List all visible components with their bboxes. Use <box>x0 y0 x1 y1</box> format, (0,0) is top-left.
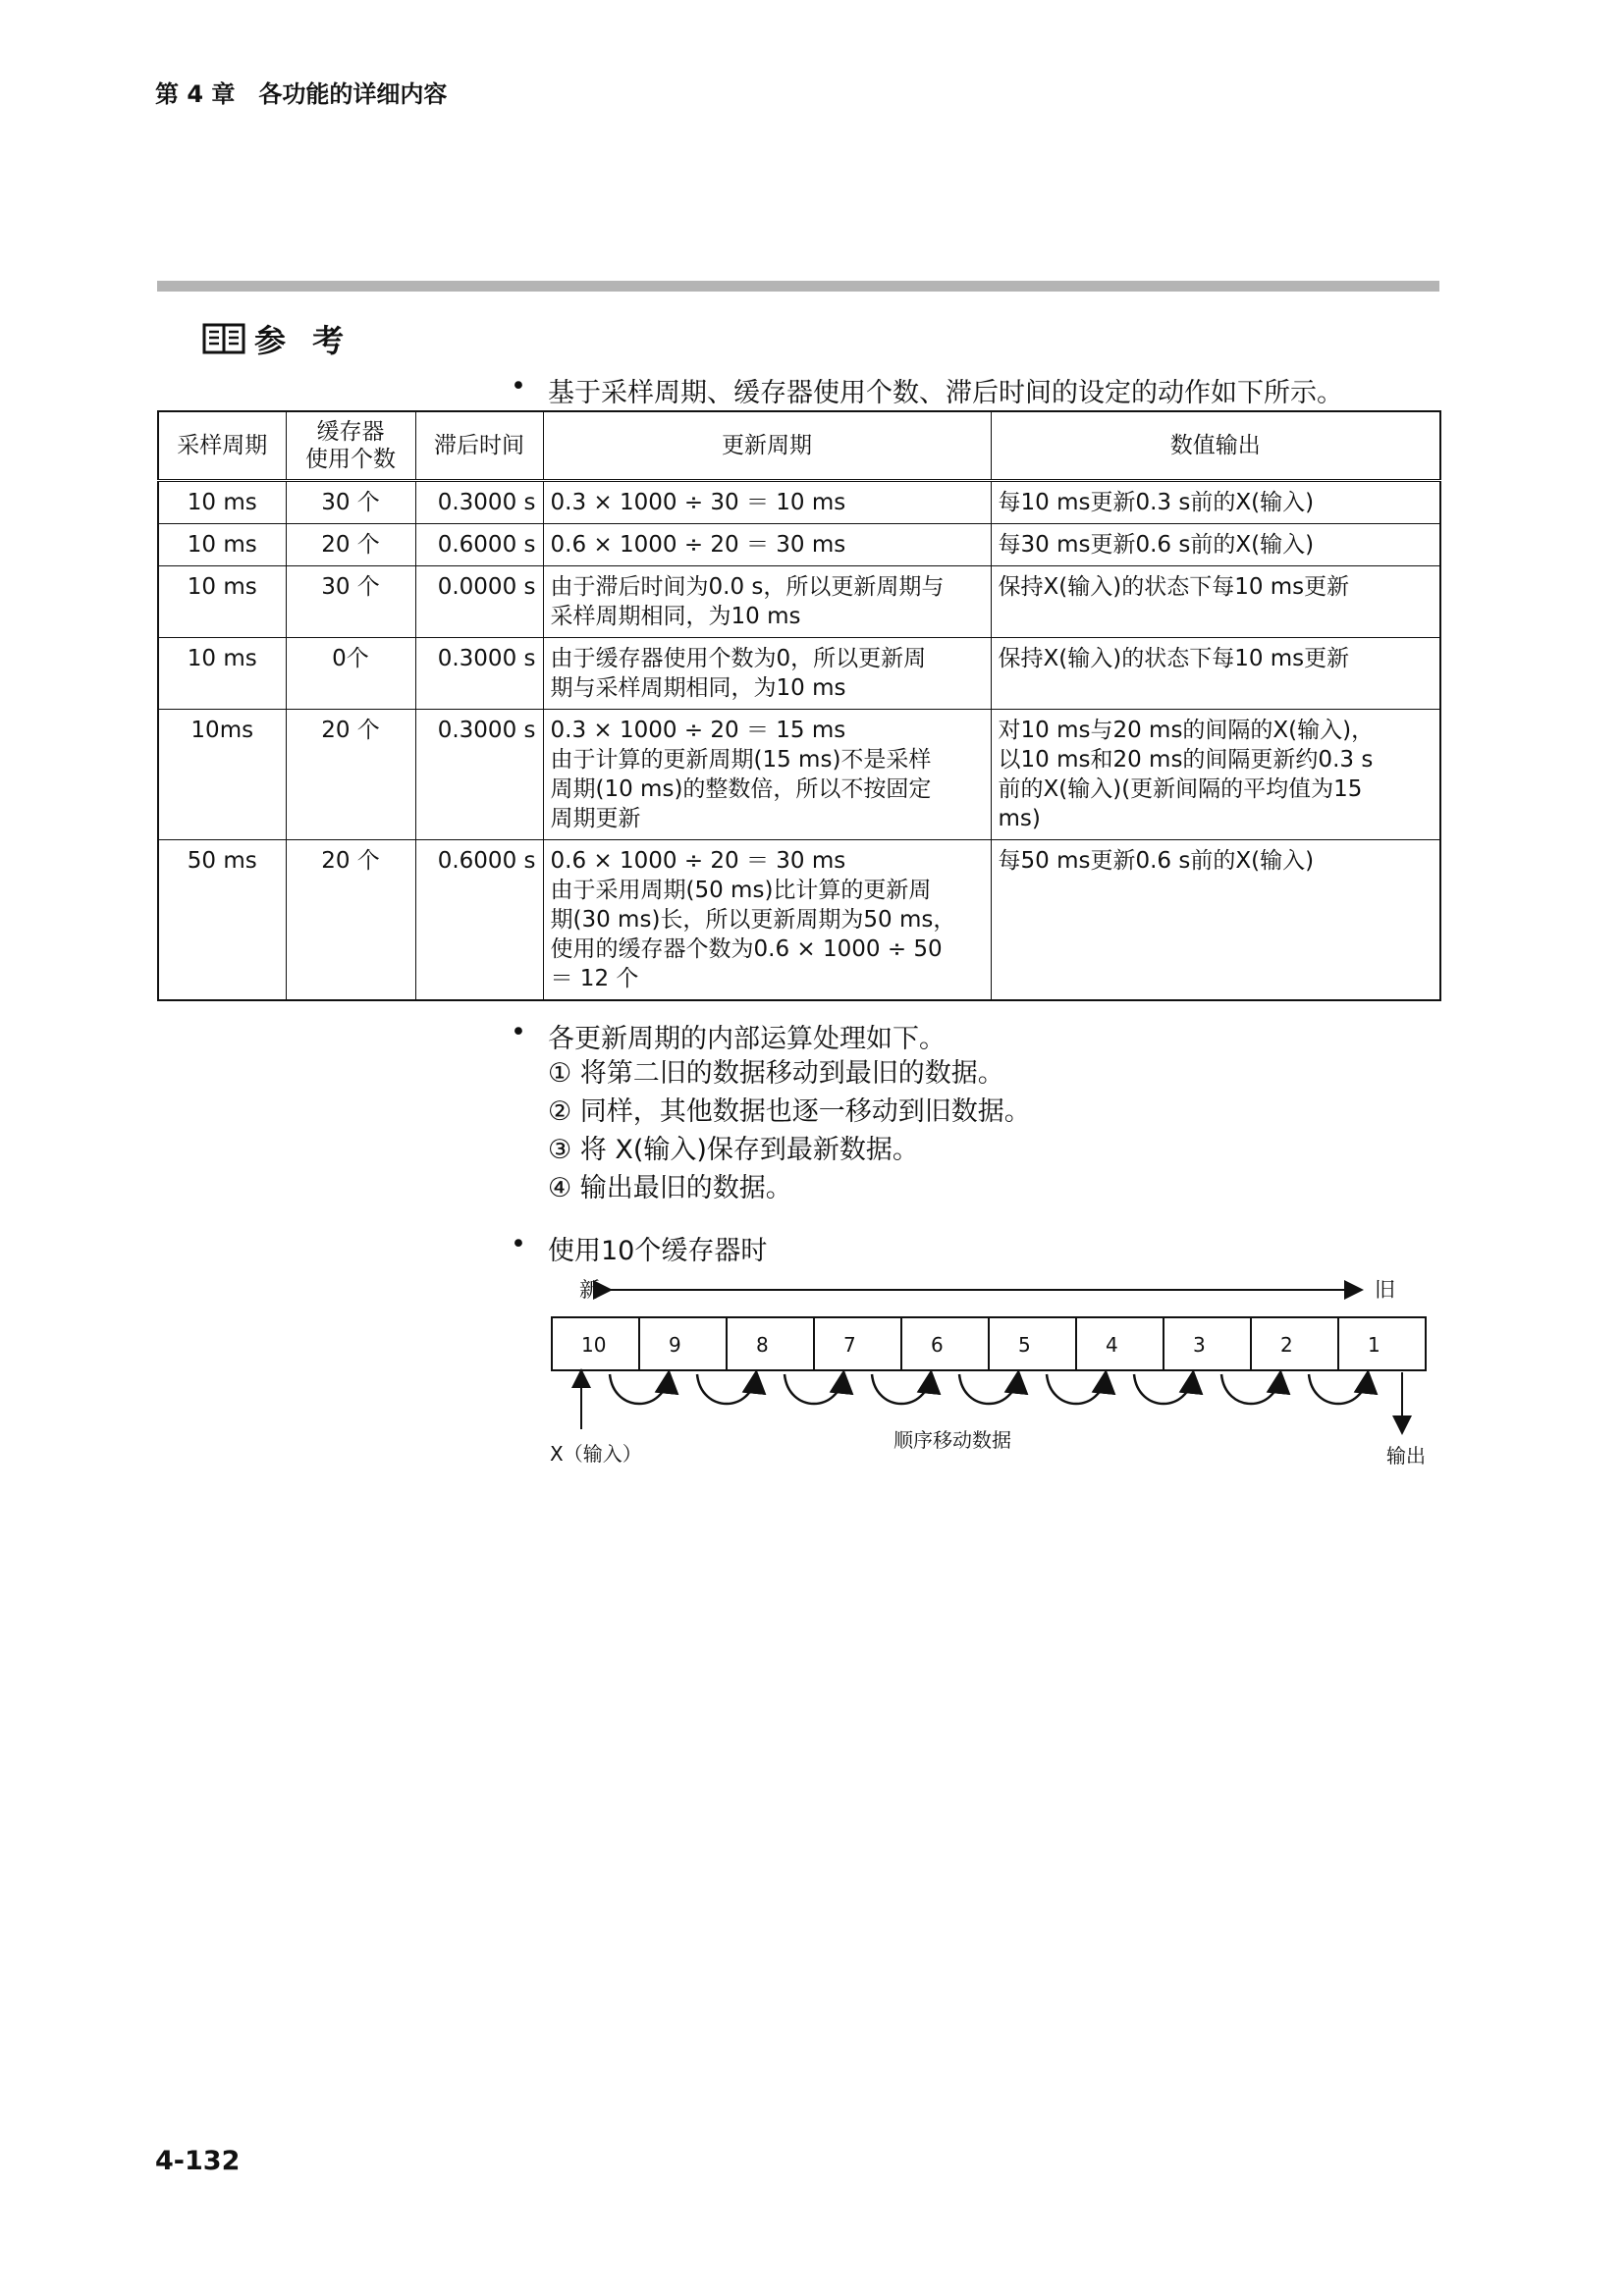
table-row <box>158 566 1440 638</box>
step-item: ③ 将 X(输入)保存到最新数据。 <box>548 1135 919 1165</box>
cell-buffer: 20 个 <box>286 840 415 1001</box>
shift-arrow <box>697 1374 756 1404</box>
cell-buffer: 20 个 <box>286 710 415 840</box>
table-row <box>158 638 1440 710</box>
buffer-cell-label: 4 <box>1106 1333 1118 1357</box>
header-sampling-period: 采样周期 <box>158 411 286 481</box>
shift-arrow <box>785 1374 843 1404</box>
internal-paragraph <box>511 1017 946 1055</box>
cell-output: 保持X(输入)的状态下每10 ms更新 <box>991 638 1440 710</box>
move-label: 顺序移动数据 <box>893 1428 1011 1452</box>
shift-arrow <box>872 1374 931 1404</box>
table-row <box>158 710 1440 840</box>
buffer-cell <box>989 1317 1076 1370</box>
step-item: ① 将第二旧的数据移动到最旧的数据。 <box>548 1058 1004 1089</box>
header-buffer-count: 缓存器 使用个数 <box>286 411 415 481</box>
buffer-cell-label: 3 <box>1193 1333 1206 1357</box>
cell-output: 对10 ms与20 ms的间隔的X(输入)， 以10 ms和20 ms的间隔更新约0.3 s 前的X(输入)(更新间隔的平均值为15 ms) <box>991 710 1440 840</box>
cell-update: 0.6 × 1000 ÷ 20 ＝ 30 ms 由于采用周期(50 ms)比计算的更新周 期(30 ms)长，所以更新周期为50 ms， 使用的缓存器个数为0.6 × 1000 ÷ 50 ＝ 12 个 <box>543 840 991 1001</box>
cell-sampling: 10 ms <box>158 566 286 638</box>
buffer-cell-label: 9 <box>669 1333 681 1357</box>
reference-heading <box>201 316 352 361</box>
cell-lag: 0.6000 s <box>415 840 543 1001</box>
buffer-cell <box>901 1317 989 1370</box>
header-value-output: 数值输出 <box>991 411 1440 481</box>
cell-buffer: 0个 <box>286 638 415 710</box>
newest-label: 新 <box>579 1278 600 1302</box>
cell-output: 保持X(输入)的状态下每10 ms更新 <box>991 566 1440 638</box>
buffer-cells <box>552 1317 1426 1370</box>
cell-buffer: 30 个 <box>286 481 415 524</box>
book-icon <box>201 320 246 357</box>
shift-arrow <box>1221 1374 1280 1404</box>
cell-lag: 0.3000 s <box>415 481 543 524</box>
buffer-cell-label: 10 <box>581 1333 607 1357</box>
cell-update: 0.6 × 1000 ÷ 20 ＝ 30 ms <box>543 524 991 566</box>
cell-sampling: 10 ms <box>158 638 286 710</box>
buffer-cell <box>814 1317 901 1370</box>
buffer-cell-label: 1 <box>1368 1333 1380 1357</box>
input-label: X（输入） <box>550 1442 642 1466</box>
bullet-marker: • <box>511 371 526 401</box>
table-header-row <box>158 411 1440 481</box>
buffer-cell <box>1338 1317 1426 1370</box>
step-item: ② 同样，其他数据也逐一移动到旧数据。 <box>548 1096 1031 1127</box>
cell-sampling: 10 ms <box>158 481 286 524</box>
internal-text: 各更新周期的内部运算处理如下。 <box>548 1024 946 1054</box>
reference-title: 参 考 <box>254 322 352 359</box>
buffer-cell-label: 5 <box>1018 1333 1031 1357</box>
settings-table <box>157 410 1441 1001</box>
cell-update: 由于缓存器使用个数为0，所以更新周 期与采样周期相同，为10 ms <box>543 638 991 710</box>
header-lag-time: 滞后时间 <box>415 411 543 481</box>
buffer-cell <box>1251 1317 1338 1370</box>
table-row <box>158 840 1440 1001</box>
intro-paragraph <box>511 371 1343 409</box>
cell-lag: 0.6000 s <box>415 524 543 566</box>
buffer-cell-label: 2 <box>1280 1333 1293 1357</box>
buffer-cell-label: 6 <box>931 1333 944 1357</box>
step-list <box>548 1054 1031 1207</box>
cell-lag: 0.0000 s <box>415 566 543 638</box>
cell-output: 每10 ms更新0.3 s前的X(输入) <box>991 481 1440 524</box>
cell-update: 由于滞后时间为0.0 s，所以更新周期与 采样周期相同，为10 ms <box>543 566 991 638</box>
buffer-cell-label: 8 <box>756 1333 769 1357</box>
table-row <box>158 481 1440 524</box>
cell-sampling: 50 ms <box>158 840 286 1001</box>
page-number: 4-132 <box>155 2146 241 2176</box>
cell-sampling: 10 ms <box>158 524 286 566</box>
cell-lag: 0.3000 s <box>415 710 543 840</box>
table-row <box>158 524 1440 566</box>
cell-buffer: 20 个 <box>286 524 415 566</box>
buffer-note-text: 使用10个缓存器时 <box>548 1236 768 1266</box>
output-label: 输出 <box>1386 1444 1426 1468</box>
step-item: ④ 输出最旧的数据。 <box>548 1173 792 1203</box>
shift-arrow <box>959 1374 1018 1404</box>
buffer-cell-label: 7 <box>843 1333 856 1357</box>
buffer-cell <box>639 1317 727 1370</box>
cell-output: 每50 ms更新0.6 s前的X(输入) <box>991 840 1440 1001</box>
cell-update: 0.3 × 1000 ÷ 30 ＝ 10 ms <box>543 481 991 524</box>
buffer-cell <box>727 1317 814 1370</box>
oldest-label: 旧 <box>1375 1278 1395 1302</box>
section-divider <box>157 281 1439 292</box>
cell-lag: 0.3000 s <box>415 638 543 710</box>
intro-text: 基于采样周期、缓存器使用个数、滞后时间的设定的动作如下所示。 <box>548 378 1343 408</box>
header-update-period: 更新周期 <box>543 411 991 481</box>
buffer-diagram <box>530 1262 1453 1478</box>
bullet-marker: • <box>511 1017 526 1047</box>
cell-output: 每30 ms更新0.6 s前的X(输入) <box>991 524 1440 566</box>
chapter-heading: 第 4 章 各功能的详细内容 <box>155 80 448 108</box>
move-arrows <box>610 1374 1368 1404</box>
shift-arrow <box>1309 1374 1368 1404</box>
cell-sampling: 10ms <box>158 710 286 840</box>
bullet-marker: • <box>511 1229 526 1259</box>
shift-arrow <box>610 1374 669 1404</box>
shift-arrow <box>1047 1374 1106 1404</box>
buffer-cell <box>1164 1317 1251 1370</box>
shift-arrow <box>1134 1374 1193 1404</box>
cell-update: 0.3 × 1000 ÷ 20 ＝ 15 ms 由于计算的更新周期(15 ms)不是采样 周期(10 ms)的整数倍，所以不按固定 周期更新 <box>543 710 991 840</box>
cell-buffer: 30 个 <box>286 566 415 638</box>
buffer-cell <box>1076 1317 1164 1370</box>
